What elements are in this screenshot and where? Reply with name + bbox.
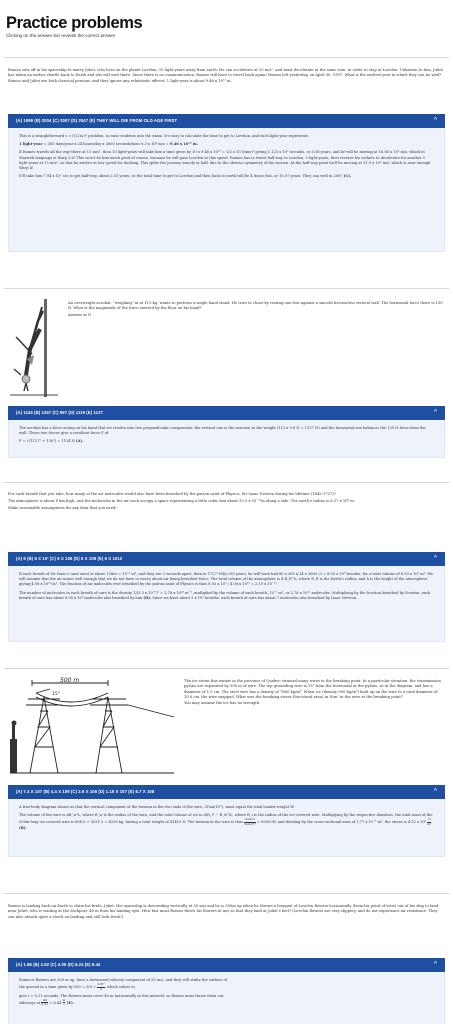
chevron-up-icon: ^ xyxy=(433,788,437,795)
problem-5 xyxy=(6,894,447,1024)
question-text: The ice storm this winter in the province of Quebec strained many wires to the breaking point. In a particular situation, the transmission pylons are separated by 500 m of wire. The top grounding wire is 15° from the horizontal at the pylons, as in the diagram, and has a diameter of 1.5 cm. The steel wire has a density of 7860 kg/m³. When ice (density 900 kg/m³) built up on the wire to a total diameter of 10.0 cm, the wire snapped. What was the breaking stress (force/unit area) in N/m² in the wire at the breaking point? xyxy=(184,679,441,700)
answer-text: The volume of the wire is πR_w²L, where R_w is the radius of the wire, and the total volume of ice is π(R_i² − R_w²)L, where R_i is the radius of the ice-covered wire. Multiplying by the respective densities, the total mass of the 500m-long ice-covered wire is 694.5 + 3531.5 = 4226 kg, having a total weight of 41415 N. The tension in the wire is thus $\frac{41415}{2\sin 15^\circ}$ = 80000N, and dividing by the cross-sectional area of 1.77 x 10⁻⁴ m², the stress is 4.52 x 10⁸ $\frac{N}{\text{m²}}$ (B). xyxy=(19,813,433,830)
problem-5-question xyxy=(8,904,445,958)
answer-choices: (A) 1.86 (B) 2.52 (C) 4.00 (D) 5.24 (E) 6.44 xyxy=(16,961,101,967)
answer-bar-3[interactable] xyxy=(8,552,445,566)
problem-4 xyxy=(6,669,447,857)
answer-bar-1[interactable] xyxy=(8,114,445,128)
problem-2-row xyxy=(8,299,445,406)
problem-4-row xyxy=(8,677,445,785)
question-text: The atmosphere is about 8 km high, and the molecules in the air each occupy a space representing a little cubic box about 33.3 x 10⁻¹⁰m along a side. The earth's radius is 6.37 x 10⁶ m. xyxy=(8,498,355,503)
problem-1-question xyxy=(8,68,445,114)
answer-panel-1 xyxy=(8,128,445,252)
unit-fraction: $\frac{m}{s}$ xyxy=(62,998,66,1007)
answer-choices: (A) 7.4 X 107 (B) 4.4 X 109 (C) 2.6 X 106 (D) 1.15 X 107 (E) 6.7 X 108 xyxy=(16,788,155,794)
problem-3 xyxy=(6,483,447,642)
problem-3-question xyxy=(8,492,445,552)
question-text: Make reasonable assumptions for any data that you need! xyxy=(8,505,117,510)
answer-text: give t = 6.21 seconds. The flowers must cover 40 m horizontally in this interval, so Romeo must throw them out sideways at $\frac{40}{6.21}$ = 6.44 $\frac{m}{s}$ (E). xyxy=(19,993,224,1007)
answer-text: The acrobat has a force acting on his hand that we resolve into two perpendicular components: the vertical one is the reaction to the weight (113 x 9.8 N = 1127 N) and the horizontal one balances the 130 N force from the wall. These two forces give a resultant force F of xyxy=(19,426,426,436)
answer-text: F = √(1127² + 130²) = 1134 N (A). xyxy=(19,439,84,444)
answer-text: If each breath of Sir Isaac's (and ours) is about 1 litre = 10⁻³ m³, and they are 3 seconds apart, then in 1727-1642=85 years, he will have had 85 x 365 x 24 x 3600 /3 = 8.93 x 10⁸ breaths, for a total volume of 8.93 x 10⁵ m³. We will assume that the air mixes well enough that we do not have to worry about air being breathed twice. The total volume of the atmosphere is 4 R_E² h, where R_E is the Earth's radius, and h is the height of the atmosphere, giving 4.08 x 10¹⁸ m³. The fraction of air molecules ever breathed by the patron saint of Physics is thus 8.93 x 10⁵ / 4.08 x 10¹⁸ = 2.19 x 10⁻¹³. xyxy=(19,572,433,587)
answer-panel-5 xyxy=(8,972,445,1024)
question-text: An overweight acrobat, "weighing" in at 113 kg, wants to perform a single hand stand. He tries to cheat by resting one foot against a smooth frictionless vertical wall. The horizontal force there is 130 N. What is the magnitude of the force exerted by the floor on his hand? xyxy=(68,301,443,311)
answer-bar-4[interactable] xyxy=(8,785,445,799)
page-subtitle: Clicking on the answer bar reveals the correct answer xyxy=(6,33,116,38)
answer-choices: (A) 1134 (B) 1257 (C) 997 (D) 1119 (E) 1127 xyxy=(16,409,103,415)
chevron-up-icon: ^ xyxy=(433,961,437,968)
problem-2 xyxy=(6,289,447,458)
fraction: $\frac{41415}{2\sin 15^\circ}$ xyxy=(244,817,256,826)
answer-text: This is a straightforward s = (1/2)a t² problem, so ease students into the exam. It's easy to calculate the time to get to Lovelon, and each light year represents xyxy=(19,134,309,138)
problem-4-question xyxy=(184,677,445,785)
answer-panel-3 xyxy=(8,566,445,642)
span-label: 500 m xyxy=(60,677,80,684)
pylon-figure xyxy=(8,677,176,785)
answer-text: The number of molecules in each breath of ours is the density 1/(3.3 x 10⁻⁹)³ = 2.78 x 10²⁵ m⁻³, multiplied by the volume of each breath, 10⁻³ m³, or 2.78 x 10²² molecules. Multiplying by the fraction breathed by Newton, each breath of ours has about 6.08 x 10⁹ molecules also breathed by him (D). Since we have about 9 x 10⁸ breaths, each breath of ours has about 7 molecules also breathed by Isaac Newton. xyxy=(19,590,431,600)
answer-bar-2[interactable] xyxy=(8,406,445,420)
answer-text: Romeo's flowers are 500 m up, have a downward velocity component of 50 m/s, and they will strike the surface of the ground in a time given by 500 = 50t + $\frac{\text{9.8t²}}{2}$ , which solves to xyxy=(19,978,227,991)
answer-choices: (A) 6 (B) 6 X 10² (C) 6 X 106 (D) 6 X 109 (E) 6 X 1012 xyxy=(16,555,123,561)
fraction: $\frac{\text{9.8t²}}{2}$ xyxy=(97,982,105,991)
chevron-up-icon: ^ xyxy=(433,117,437,124)
problem-2-question xyxy=(68,299,445,406)
unit-fraction: $\frac{N}{\text{m²}}$ xyxy=(427,817,432,826)
chevron-up-icon: ^ xyxy=(433,409,437,416)
chevron-up-icon: ^ xyxy=(433,555,437,562)
question-text: For each breath that you take, how many of the air molecules would also have been breathed by the patron saint of Physics, Sir Isaac Newton during his lifetime (1642-1727)? xyxy=(8,492,336,496)
answer-text: A free-body diagram shows us that the vertical component of the tension in the two ends of the wire, 2Tsin(15°), must equal the total loaded weight W. xyxy=(19,805,295,809)
answer-panel-4 xyxy=(8,799,445,857)
answer-text: It'll take him 7.94 x 10⁷ sec to get half-way, about 2.51 years, so the total time to get to Lovelon and then back to earth will be 4 times this, or 10.07 years. They can wed in 2007 (C). xyxy=(19,174,352,179)
acrobat-figure xyxy=(8,299,60,406)
question-text: Romeo sets off in his spaceship to marry Juliet, who lives on the planet Lovelon, 10 light-years away from earth. He can accelerate at 15 m/s², and must decelerate at the same rate, in order to stop at Lovelon. Unknown to him, Juliet has taken an earlier shuttle back to Earth and she will wait there. Since there is no communication, Romeo will have to travel back again! Romeo left yesterday, on April 30, 1997. What is the earliest year in which they can be wed? Romeo and Juliet are both classical persons, and they ignore any relativistic effects! 1 light-year is about 9.46 x 10¹⁵ m. xyxy=(8,68,443,83)
question-text: Romeo is landing back on Earth to claim his bride, Juliet. His spaceship is descending vertically at 50 m/s and he is 500m up when he throws a bouquet of Lovelon flowers horizontally (from his point of view) out of his ship to land near Juliet, who is waiting at the dockport, 40 m from his landing spot. How fast must Romeo throw his flowers in m/s so that they land at Juliet's feet? (Lovelon flowers are very slippery, and do not experience air resistance. They can also absorb quite a shock on landing and still look fresh!). xyxy=(8,904,439,919)
angle-label: 15° xyxy=(52,692,60,697)
question-text: You may assume the ice has no strength. xyxy=(184,701,261,706)
fraction: $\frac{40}{6.21}$ xyxy=(41,998,49,1007)
answer-bar-5[interactable] xyxy=(8,958,445,972)
answer-text: If Romeo travels all the way there at 15 m/s², then 10 light-years will take him a time given by 10 x 9.46 x 10¹⁵ = 1/2 x 15 (time)² giving 1.123 x 10⁸ seconds, or 3.56 years, and he will be moving at 16.85 x 10⁸ m/s, which in Startrek language is Warp 5.6! This won't do him much good of course, because he will pass Lovelon at this speed. Romeo has to travel half-way to Lovelon, 5 light-years, then reverse his rockets to decelerate for another 5 light years at 15 m/s², so that he arrives at low speed for docking. This splits the journey exactly in half, due to the obvious symmetry of the motion. At the half-way point he'll be moving at 11.9 x 10⁸ m/s, which is near enough Warp 4! xyxy=(19,150,431,171)
problem-1 xyxy=(6,58,447,252)
answer-panel-2 xyxy=(8,420,445,458)
answer-choices: (A) 1999 (B) 2004 (C) 2007 (D) 2047 (E) THEY WILL DIE FROM OLD AGE FIRST xyxy=(16,117,178,123)
question-text: Answer in N xyxy=(68,312,92,317)
page-title: Practice problems xyxy=(6,14,143,32)
answer-text: 1 light-year = 365 days/year x 24 hours/day x 3600 seconds/hour x 3 x 10⁸ m/s = 9.46 x 10¹⁵ m. xyxy=(19,142,198,147)
